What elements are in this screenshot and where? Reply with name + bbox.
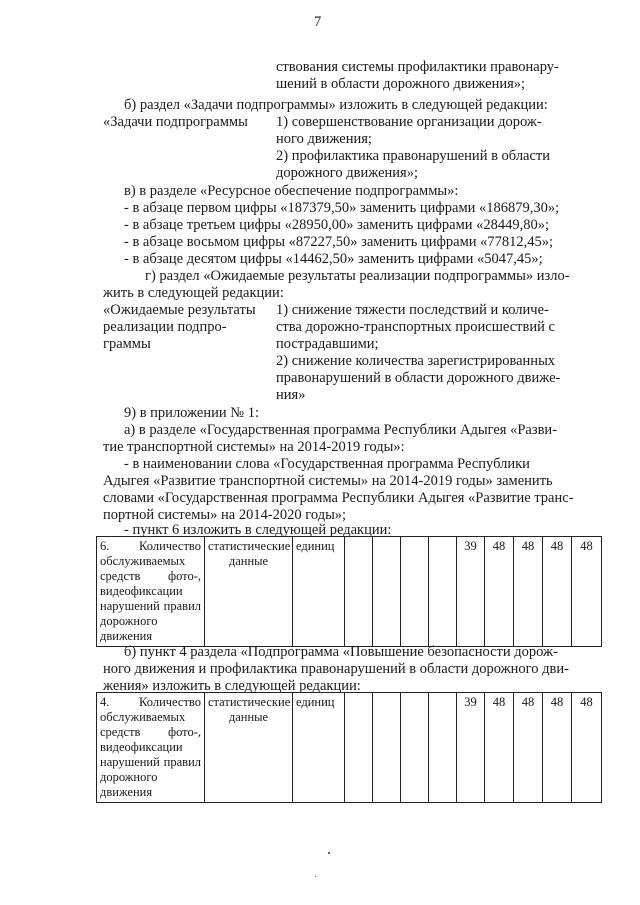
indicator-table-2	[96, 692, 602, 803]
results-line-4: 2) снижение количества зарегистрированных	[276, 353, 556, 369]
source-cell: статистические данные	[205, 693, 293, 803]
tasks-line-1: 1) совершенствование организации дорож-	[276, 114, 542, 130]
name-line-1: - в наименовании слова «Государственная программа Республики	[124, 456, 530, 472]
value-cell	[429, 537, 457, 647]
table-row	[97, 693, 602, 803]
point6-intro: - пункт 6 изложить в следующей редакции:	[124, 522, 392, 538]
tasks-line-3: 2) профилактика правонарушений в области	[276, 148, 551, 164]
results-line-5: правонарушений в области дорожного движе-	[276, 370, 561, 386]
scan-speck	[315, 876, 316, 877]
resource-line-1: - в абзаце первом цифры «187379,50» заменить цифрами «186879,30»;	[124, 200, 560, 216]
scan-speck	[328, 852, 330, 854]
top-line-2: шений в области дорожного движения»;	[276, 76, 526, 92]
value-cell: 39	[457, 537, 485, 647]
item-9: 9) в приложении № 1:	[124, 405, 259, 421]
resource-line-2: - в абзаце третьем цифры «28950,00» заменить цифрами «28449,80»;	[124, 217, 550, 233]
results-line-3: пострадавшими;	[276, 336, 379, 352]
page-number: 7	[314, 14, 322, 30]
value-cell: 39	[457, 693, 485, 803]
value-cell	[345, 693, 373, 803]
value-cell	[429, 693, 457, 803]
value-cell: 48	[485, 693, 514, 803]
results-label-2: реализации подпро-	[103, 319, 227, 335]
section-v-intro: в) в разделе «Ресурсное обеспечение подпрограммы»:	[124, 183, 459, 199]
value-cell: 48	[543, 537, 572, 647]
table-row	[97, 537, 602, 647]
indicator-cell: 4. Количество обслуживаемых средств фото-, видеофиксации нарушений правил дорожного движения	[97, 693, 205, 803]
value-cell: 48	[572, 693, 602, 803]
results-label-3: граммы	[103, 336, 151, 352]
resource-line-3: - в абзаце восьмом цифры «87227,50» заменить цифрами «77812,45»;	[124, 234, 554, 250]
value-cell	[345, 537, 373, 647]
item-a-line-2: тие транспортной системы» на 2014-2019 годы»:	[103, 439, 405, 455]
resource-line-4: - в абзаце десятом цифры «14462,50» заменить цифрами «5047,45»;	[124, 251, 543, 267]
name-line-4: портной системы» на 2014-2020 годы»;	[103, 507, 347, 523]
section-g-line-1: г) раздел «Ожидаемые результаты реализации подпрограммы» изло-	[145, 268, 570, 284]
value-cell: 48	[572, 537, 602, 647]
item-b-line-3: жения» изложить в следующей редакции:	[103, 678, 361, 694]
source-cell: статистические данные	[205, 537, 293, 647]
item-a-line-1: а) в разделе «Государственная программа Республики Адыгея «Разви-	[124, 422, 558, 438]
tasks-line-2: ного движения;	[276, 131, 372, 147]
value-cell: 48	[514, 537, 543, 647]
item-b-line-2: ного движения и профилактика правонарушений в области дорожного дви-	[103, 661, 569, 677]
value-cell	[401, 693, 429, 803]
indicator-cell: 6. Количество обслуживаемых средств фото-, видеофиксации нарушений правил дорожного движения	[97, 537, 205, 647]
name-line-3: словами «Государственная программа Республики Адыгея «Развитие транс-	[103, 490, 574, 506]
value-cell	[373, 537, 401, 647]
value-cell: 48	[485, 537, 514, 647]
name-line-2: Адыгея «Развитие транспортной системы» на 2014-2019 годы» заменить	[103, 473, 553, 489]
results-line-2: ства дорожно-транспортных происшествий с	[276, 319, 555, 335]
unit-cell: единиц	[293, 537, 345, 647]
top-line-1: ствования системы профилактики правонару-	[276, 59, 559, 75]
unit-cell: единиц	[293, 693, 345, 803]
section-b-intro: б) раздел «Задачи подпрограммы» изложить в следующей редакции:	[124, 97, 548, 113]
value-cell: 48	[514, 693, 543, 803]
tasks-line-4: дорожного движения»;	[276, 165, 418, 181]
tasks-label: «Задачи подпрограммы	[103, 114, 248, 130]
results-line-6: ния»	[276, 387, 306, 403]
value-cell: 48	[543, 693, 572, 803]
results-line-1: 1) снижение тяжести последствий и количе-	[276, 302, 549, 318]
item-b-line-1: б) пункт 4 раздела «Подпрограмма «Повышение безопасности дорож-	[124, 644, 558, 660]
indicator-table-1	[96, 536, 602, 647]
value-cell	[401, 537, 429, 647]
results-label-1: «Ожидаемые результаты	[103, 302, 256, 318]
section-g-line-2: жить в следующей редакции:	[103, 285, 284, 301]
value-cell	[373, 693, 401, 803]
